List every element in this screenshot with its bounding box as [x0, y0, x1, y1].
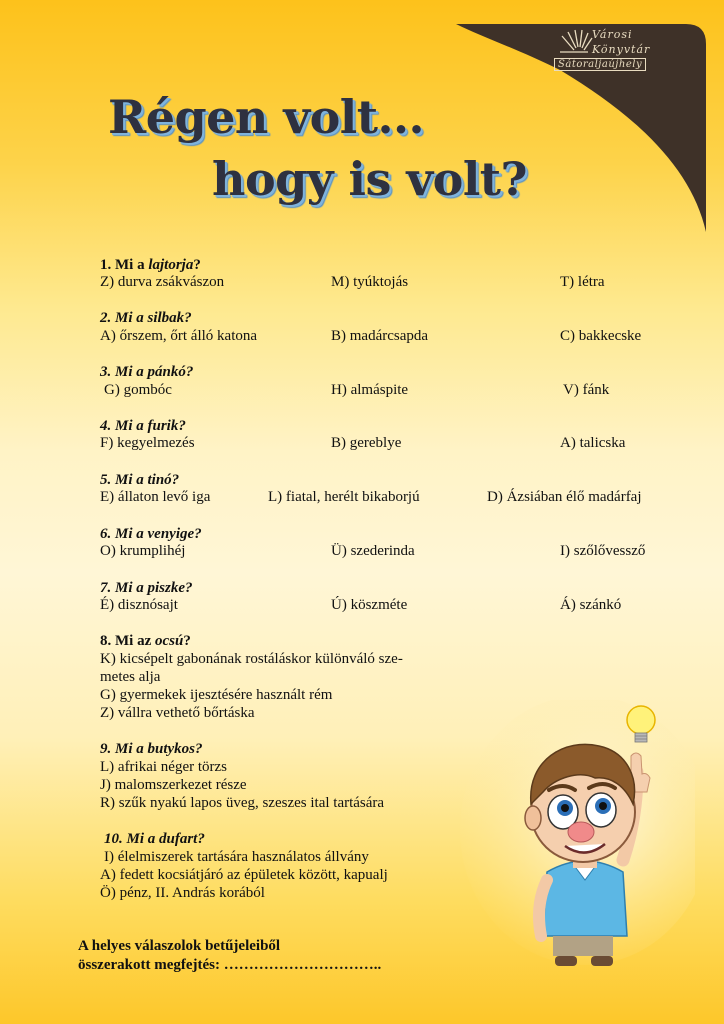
answer-footer [78, 937, 381, 975]
question-8-prefix: 8. Mi az [100, 633, 155, 649]
question-3-answer-c: V) fánk [563, 382, 610, 398]
question-9-answer-c: R) szűk nyakú lapos üveg, szeszes ital tartására [100, 795, 385, 811]
question-8-term: ocsú [154, 633, 184, 649]
question-10-answer-b: A) fedett kocsiátjáró az épületek között, kapualj [100, 867, 388, 883]
question-10-answer-c: Ö) pénz, II. András korából [100, 885, 265, 901]
question-1-title [100, 257, 201, 274]
library-logo [554, 26, 680, 76]
question-9-answer-b: J) malomszerkezet része [100, 777, 247, 793]
question-4-answer-a: F) kegyelmezés [100, 435, 195, 451]
question-9-title: 9. Mi a butykos? [100, 741, 203, 757]
logo-line-1: Városi [592, 28, 633, 41]
question-3-title: 3. Mi a pánkó? [100, 364, 194, 380]
question-8-answer-c: Z) vállra vethető bőrtáska [100, 705, 255, 721]
question-1-answer-c: T) létra [560, 274, 605, 290]
question-2-title: 2. Mi a silbak? [100, 310, 192, 326]
question-8-answer-a: K) kicsépelt gabonának rostáláskor különváló sze- [100, 651, 403, 667]
question-8-answer-b: G) gyermekek ijesztésére használt rém [100, 687, 333, 703]
question-8-title [100, 633, 191, 650]
question-7-answer-a: É) disznósajt [100, 597, 178, 613]
cartoon-boy-illustration [455, 700, 695, 970]
logo-line-2: Könyvtár [592, 43, 651, 56]
question-5-title: 5. Mi a tinó? [100, 472, 180, 488]
title-line-1: Régen volt... [108, 90, 425, 144]
question-3-answer-a: G) gombóc [104, 382, 172, 398]
question-1-answer-b: M) tyúktojás [331, 274, 409, 290]
footer-line-2: összerakott megfejtés: ………………………….. [78, 957, 382, 973]
question-2-answer-a: A) őrszem, őrt álló katona [100, 328, 258, 344]
question-6-answer-c: I) szőlővessző [560, 543, 646, 559]
question-4-answer-c: A) talicska [560, 435, 626, 451]
question-10-title: 10. Mi a dufart? [104, 831, 205, 847]
question-6-answer-b: Ü) szederinda [331, 543, 415, 559]
question-2-answer-b: B) madárcsapda [331, 328, 429, 344]
question-5-answer-b: L) fiatal, herélt bikaborjú [268, 489, 420, 505]
question-2-answer-c: C) bakkecske [560, 328, 642, 344]
question-6-answer-a: O) krumplihéj [100, 543, 186, 559]
question-6-title: 6. Mi a venyige? [100, 526, 202, 542]
question-4-title: 4. Mi a furik? [100, 418, 186, 434]
question-1-suffix: ? [193, 257, 201, 273]
question-9-answer-a: L) afrikai néger törzs [100, 759, 228, 775]
title-line-2: hogy is volt? [212, 152, 528, 206]
question-1-answer-a: Z) durva zsákvászon [100, 274, 225, 290]
question-7-answer-b: Ú) köszméte [331, 597, 408, 613]
question-3-answer-b: H) almáspite [331, 382, 409, 398]
question-10-answer-a: I) élelmiszerek tartására használatos állvány [104, 849, 369, 865]
question-7-title: 7. Mi a piszke? [100, 580, 193, 596]
footer-line-1: A helyes válaszolok betűjeleiből [78, 938, 281, 954]
question-8-answer-a-cont: metes alja [100, 669, 161, 685]
question-1-term: lajtorja [148, 257, 194, 273]
question-8-suffix: ? [183, 633, 191, 649]
logo-line-3: Sátoraljaújhely [554, 58, 646, 71]
question-5-answer-c: D) Ázsiában élő madárfaj [487, 489, 642, 505]
question-7-answer-c: Á) szánkó [560, 597, 622, 613]
question-5-answer-a: E) állaton levő iga [100, 489, 211, 505]
question-4-answer-b: B) gereblye [331, 435, 402, 451]
question-1-prefix: 1. Mi a [100, 257, 149, 273]
